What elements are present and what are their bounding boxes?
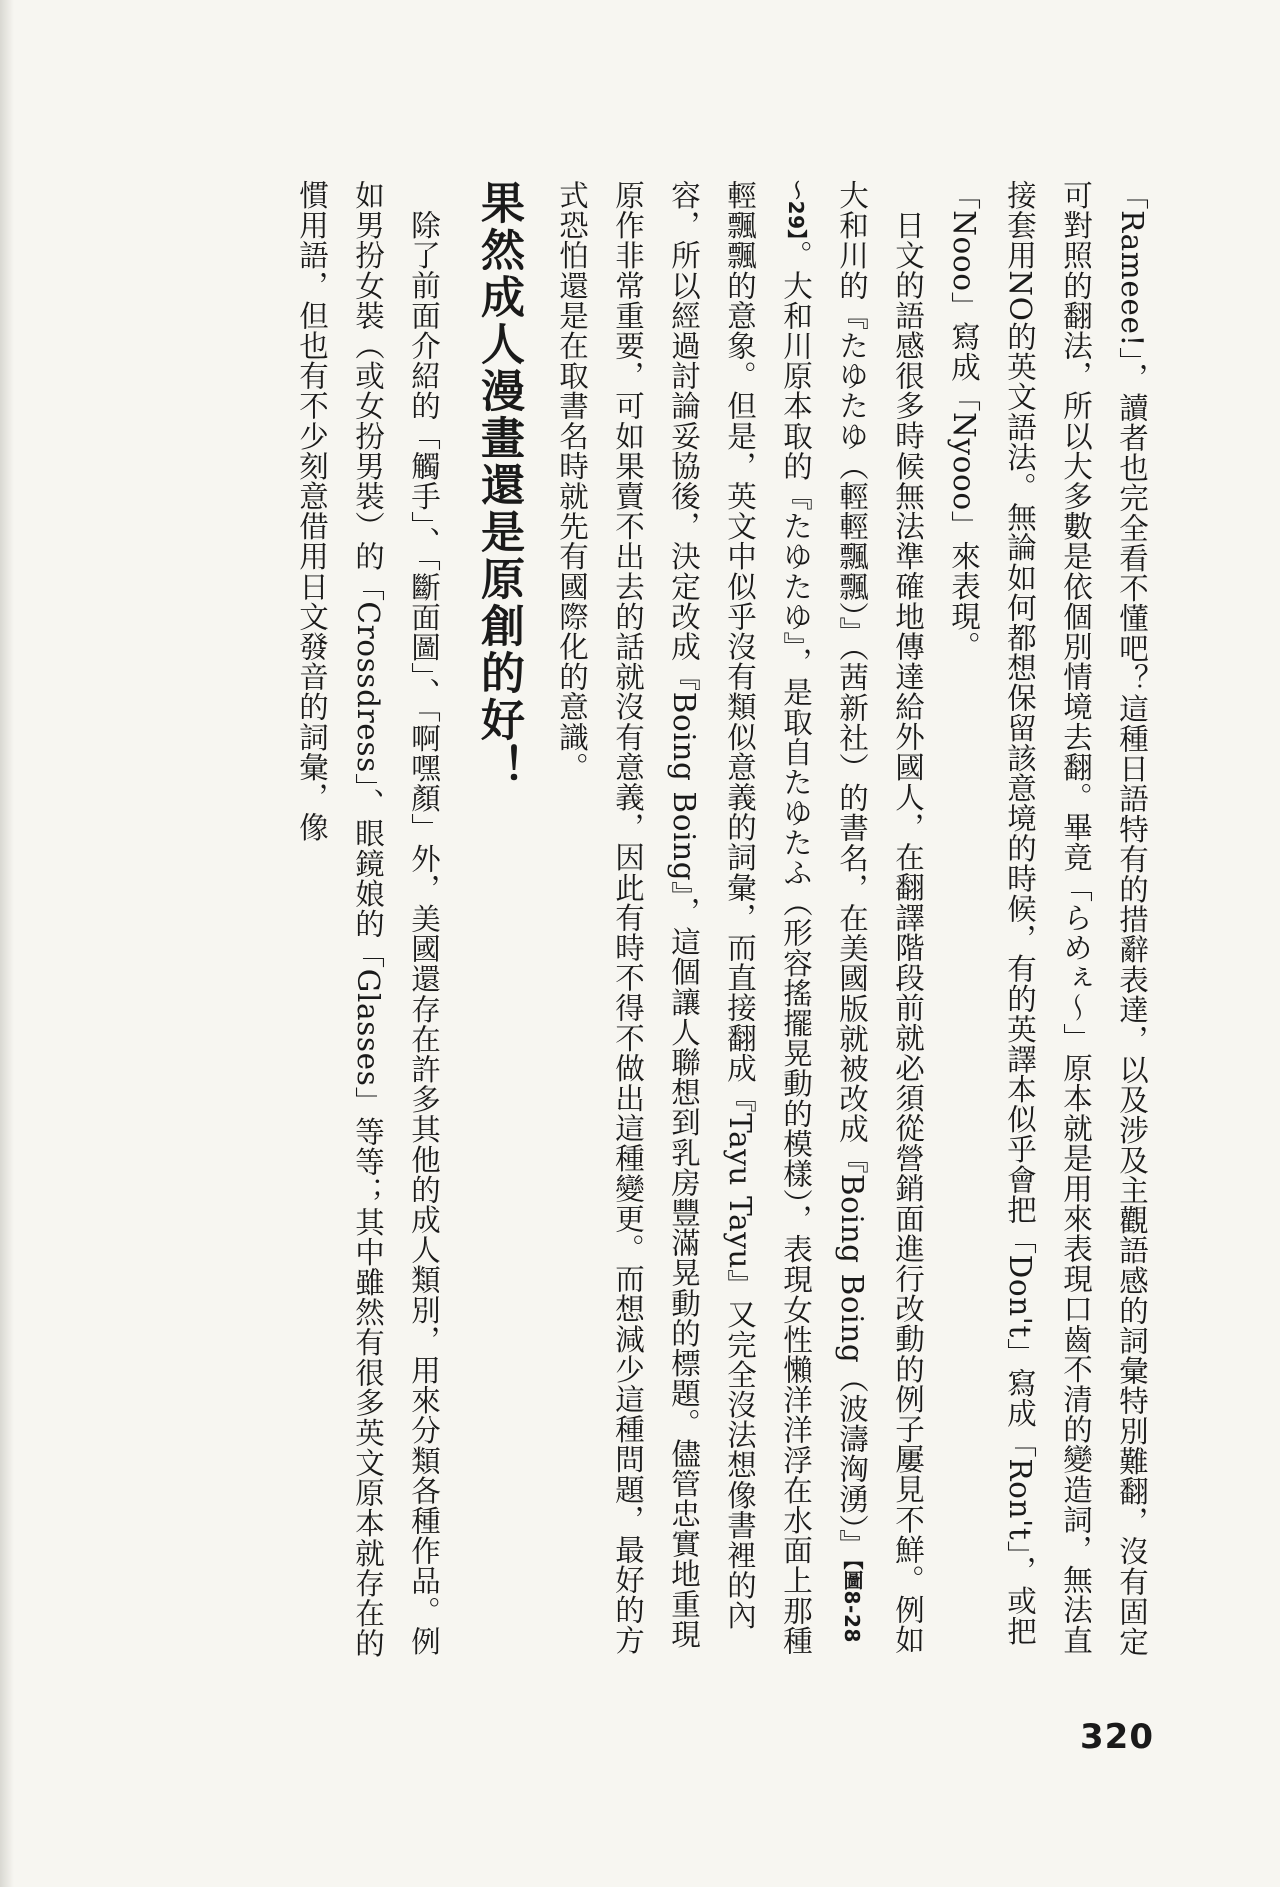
figure-reference: 【圖8-28～29】	[784, 180, 864, 1643]
section-heading: 果然成人漫畫還是原創的好！	[473, 180, 524, 791]
paragraph	[544, 180, 936, 1660]
page-number: 320	[1080, 1717, 1154, 1757]
paragraph-text: 除了前面介紹的「觸手」、「斷面圖」、「啊嘿顏」外，美國還存在許多其他的成人類別，用來分類各種作品。例如男扮女裝（或女扮男裝）的「Crossdress」、眼鏡娘的「Glasses」等等；其中雖然有很多英文原本就存在的慣用語，但也有不少刻意借用日文發音的詞彙，像	[295, 180, 441, 1659]
paragraph-text: 日文的語感很多時候無法準確地傳達給外國人，在翻譯階段前就必須從營銷面進行改動的例子屢見不鮮。例如大和川的『たゆたゆ（輕輕飄飄）』（茜新社）的書名，在美國版就被改成『Boing Boing（波濤洶湧）』	[835, 180, 925, 1655]
paragraph	[936, 180, 1160, 1660]
vertical-text-block	[284, 180, 1160, 1660]
binding-edge-shadow	[0, 0, 14, 1887]
paragraph	[284, 180, 452, 1660]
paragraph-text: 「Rameee!」，讀者也完全看不懂吧？這種日語特有的措辭表達，以及涉及主觀語感的詞彙特別難翻，沒有固定可對照的翻法，所以大多數是依個別情境去翻。畢竟「らめぇ～」原本就是用來表現口齒不清的變造詞，無法直接套用NO的英文語法。無論如何都想保留該意境的時候，有的英譯本似乎會把「Don't」寫成「Ron't」，或把「Nooo」寫成「Nyooo」來表現。	[947, 180, 1149, 1657]
paragraph-text: 。大和川原本取的『たゆたゆ』，是取自たゆたふ（形容搖擺晃動的模樣），表現女性懶洋洋浮在水面上那種輕飄飄的意象。但是，英文中似乎沒有類似意義的詞彙，而直接翻成『Tayu Tayu』又完全沒法想像書裡的內容，所以經過討論妥協後，決定改成『Boing Boing』，這個讓人聯想到乳房豐滿晃動的標題。儘管忠實地重現原作非常重要，可如果賣不出去的話就沒有意義，因此有時不得不做出這種變更。而想減少這種問題，最好的方式恐怕還是在取書名時就先有國際化的意識。	[555, 180, 813, 1656]
